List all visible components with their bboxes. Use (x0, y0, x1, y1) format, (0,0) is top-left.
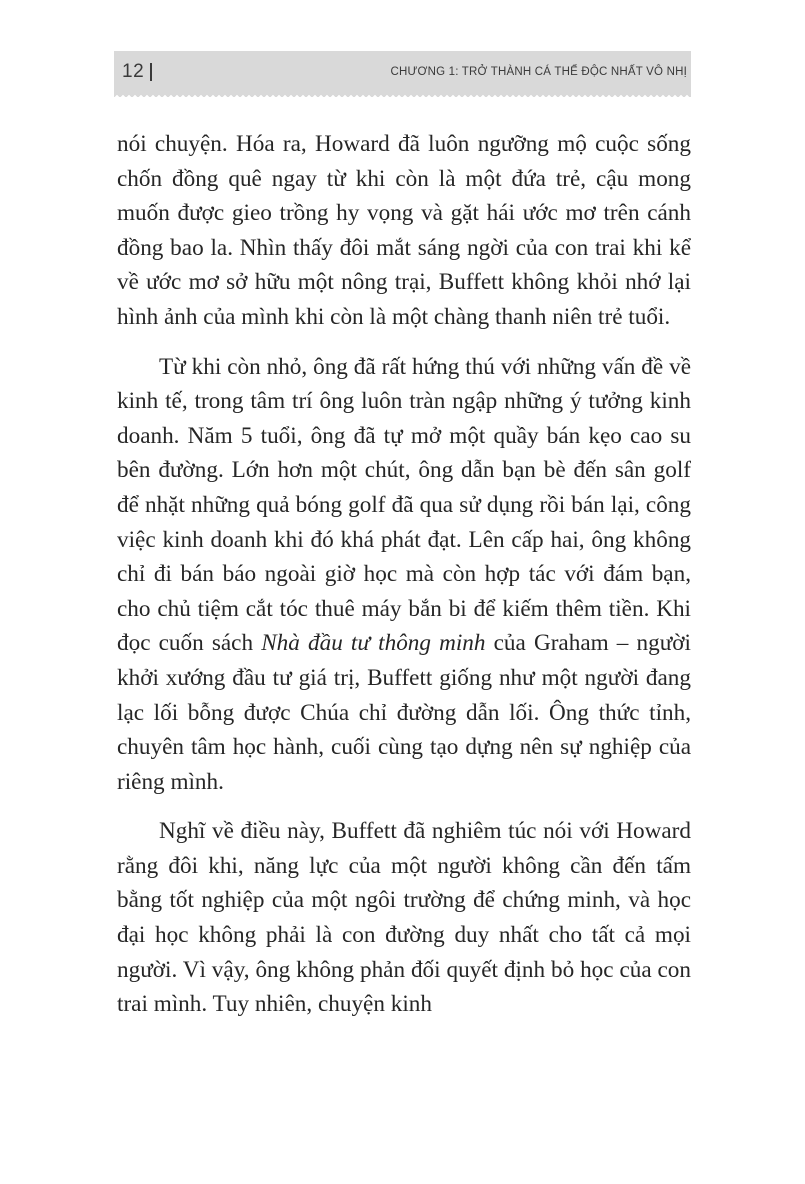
paragraph-3: Nghĩ về điều này, Buffett đã nghiêm túc nói với Howard rằng đôi khi, năng lực của một người không cần đến tấm bằng tốt nghiệp của một ngôi trường để chứng minh, và học đại học không phải là con đường duy nhất cho tất cả mọi người. Vì vậy, ông không phản đối quyết định bỏ học của con trai mình. Tuy nhiên, chuyện kinh (117, 818, 691, 1018)
book-title: Nhà đầu tư thông minh (261, 630, 486, 657)
paragraph-1: nói chuyện. Hóa ra, Howard đã luôn ngưỡng mộ cuộc sống chốn đồng quê ngay từ khi còn là một đứa trẻ, cậu mong muốn được gieo trồng hy vọng và gặt hái ước mơ trên cánh đồng bao la. Nhìn thấy đôi mắt sáng ngời của con trai khi kể về ước mơ sở hữu một nông trại, Buffett không khỏi nhớ lại hình ảnh của mình khi còn là một chàng thanh niên trẻ tuổi. (117, 131, 691, 330)
page-number: 12 (122, 61, 145, 82)
paragraph-2-end: của Graham – người khởi xướng đầu tư giá trị, Buffett giống như một người đang lạc lối bỗng được Chúa chỉ đường dẫn lối. Ông thức tỉnh, chuyên tâm học hành, cuối cùng tạo dựng nên sự nghiệp của riêng mình. (117, 630, 691, 795)
paragraph-2 (117, 350, 691, 800)
chapter-title: CHƯƠNG 1: TRỞ THÀNH CÁ THỂ ĐỘC NHẤT VÔ NHỊ (390, 66, 687, 78)
header-divider (150, 63, 152, 81)
body-text (117, 127, 691, 1037)
paragraph-2-start: Từ khi còn nhỏ, ông đã rất hứng thú với những vấn đề về kinh tế, trong tâm trí ông luôn tràn ngập những ý tưởng kinh doanh. Năm 5 tuổi, ông đã tự mở một quầy bán kẹo cao su bên đường. Lớn hơn một chút, ông dẫn bạn bè đến sân golf để nhặt những quả bóng golf đã qua sử dụng rồi bán lại, công việc kinh doanh khi đó khá phát đạt. Lên cấp hai, ông không chỉ đi bán báo ngoài giờ học mà còn hợp tác với đám bạn, cho chủ tiệm cắt tóc thuê máy bắn bi để kiếm thêm tiền. Khi đọc cuốn sách (117, 353, 691, 657)
